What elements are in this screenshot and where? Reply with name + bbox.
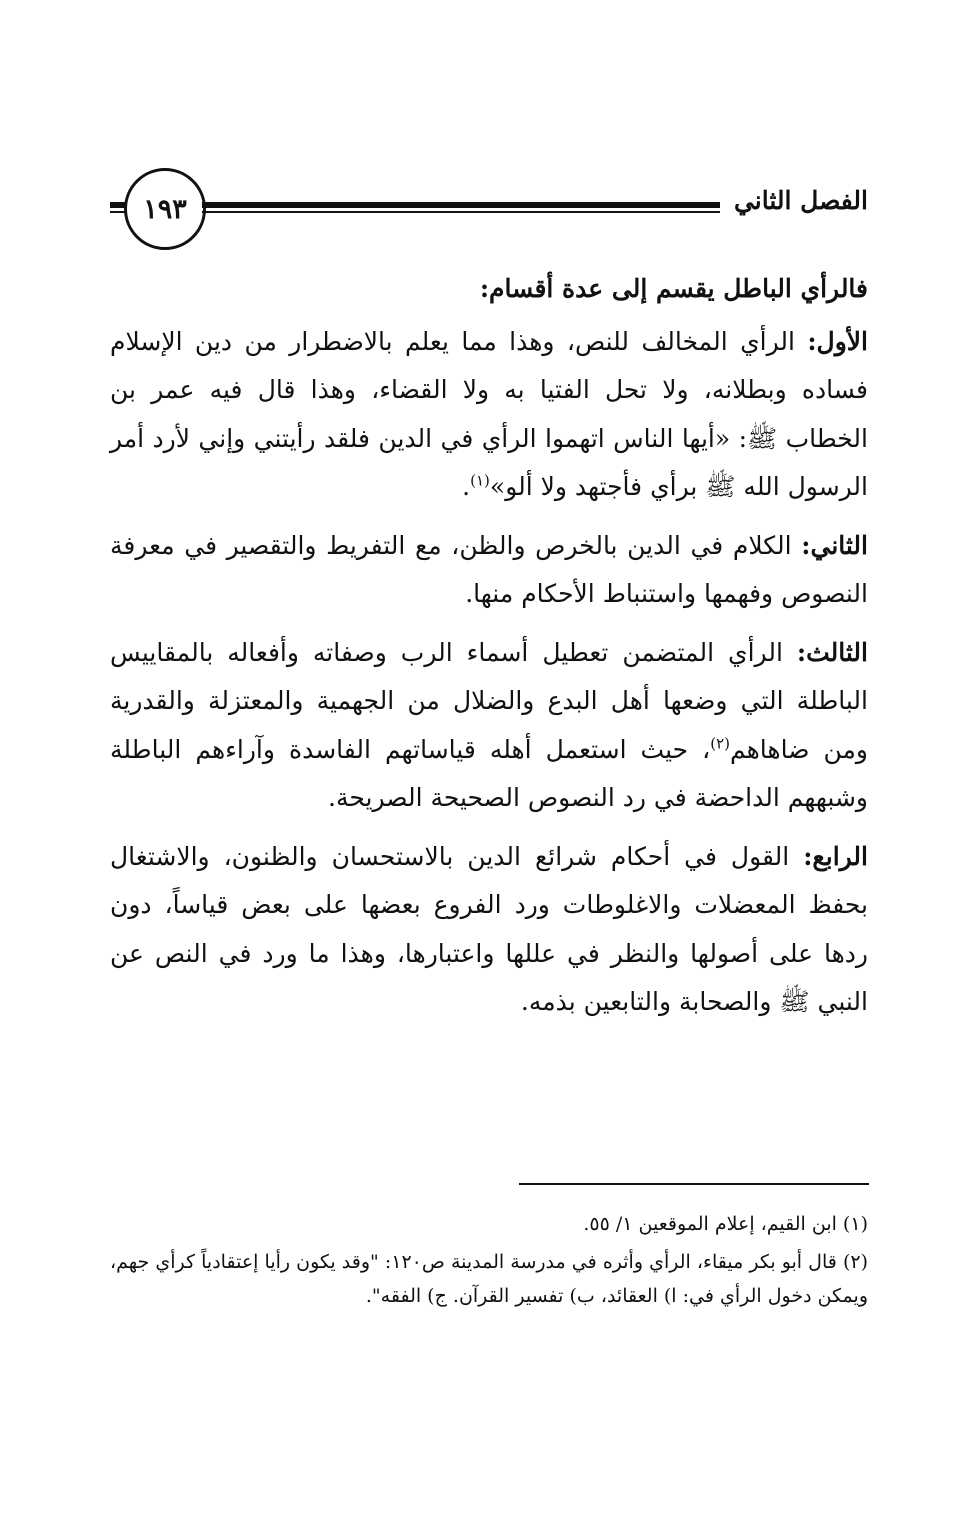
section-first [110,318,868,512]
footnote-ref[interactable]: (٢) [710,734,730,753]
section-lead: الأول: [807,326,868,356]
section-text-end: . [462,472,471,501]
section-text: الكلام في الدين بالخرص والظن، مع التفريط والتقصير في معرفة النصوص وفهمها واستنباط الأحكام منها. [110,530,868,608]
section-fourth [110,833,868,1027]
section-text: الرأي المخالف للنص، وهذا مما يعلم بالاضطرار من دين الإسلام فساده وبطلانه، ولا تحل الفتيا به ولا القضاء، وهذا قال فيه عمر بن الخطاب ﷺ: «أيها الناس اتهموا الرأي في الدين فلقد رأيتني وإني لأرد أمر الرسول الله ﷺ برأي فأجتهد ولا ألو» [110,326,868,501]
page-number: ١٩٣ [143,193,187,225]
section-text-end: ، حيث استعمل أهله قياساتهم الفاسدة وآراءهم الباطلة وشبههم الداحضة في رد النصوص الصحيحة الصريحة. [110,734,868,812]
section-lead: الرابع: [803,841,868,871]
section-third [110,629,868,823]
intro-line: فالرأي الباطل يقسم إلى عدة أقسام: [479,274,868,303]
chapter-title: الفصل الثاني [733,186,868,215]
section-second [110,522,868,619]
section-lead: الثاني: [801,530,868,560]
footnote-divider [519,1183,869,1185]
body-text [110,265,868,1037]
section-lead: الثالث: [796,637,868,667]
section-text: القول في أحكام شرائع الدين بالاستحسان والظنون، والاشتغال بحفظ المعضلات والاغلوطات ورد الفروع بعضها على بعض قياساً، دون ردها على أصولها والنظر في عللها واعتبارها، وهذا ما ورد في النص عن النبي ﷺ والصحابة والتابعين بذمه. [110,841,868,1016]
footnote-ref[interactable]: (١) [470,471,490,490]
page-number-badge [124,168,206,250]
header-rule [202,202,720,216]
section-text: الرأي المتضمن تعطيل أسماء الرب وصفاته وأفعاله بالمقاييس الباطلة التي وضعها أهل البدع والضلال من الجهمية والمعتزلة والقدرية ومن ضاهاهم [110,637,868,764]
footnotes [110,1207,868,1317]
footnote-1: (١) ابن القيم، إعلام الموقعين ١/ ٥٥. [583,1213,868,1235]
page-header [110,168,868,258]
footnote-2: (٢) قال أبو بكر ميقاء، الرأي وأثره في مدرسة المدينة ص١٢٠: "وقد يكون رأيا إعتقادياً كرأي جهم، ويمكن دخول الرأي في: ا) العقائد، ب) تفسير القرآن. ج) الفقه". [110,1251,869,1307]
